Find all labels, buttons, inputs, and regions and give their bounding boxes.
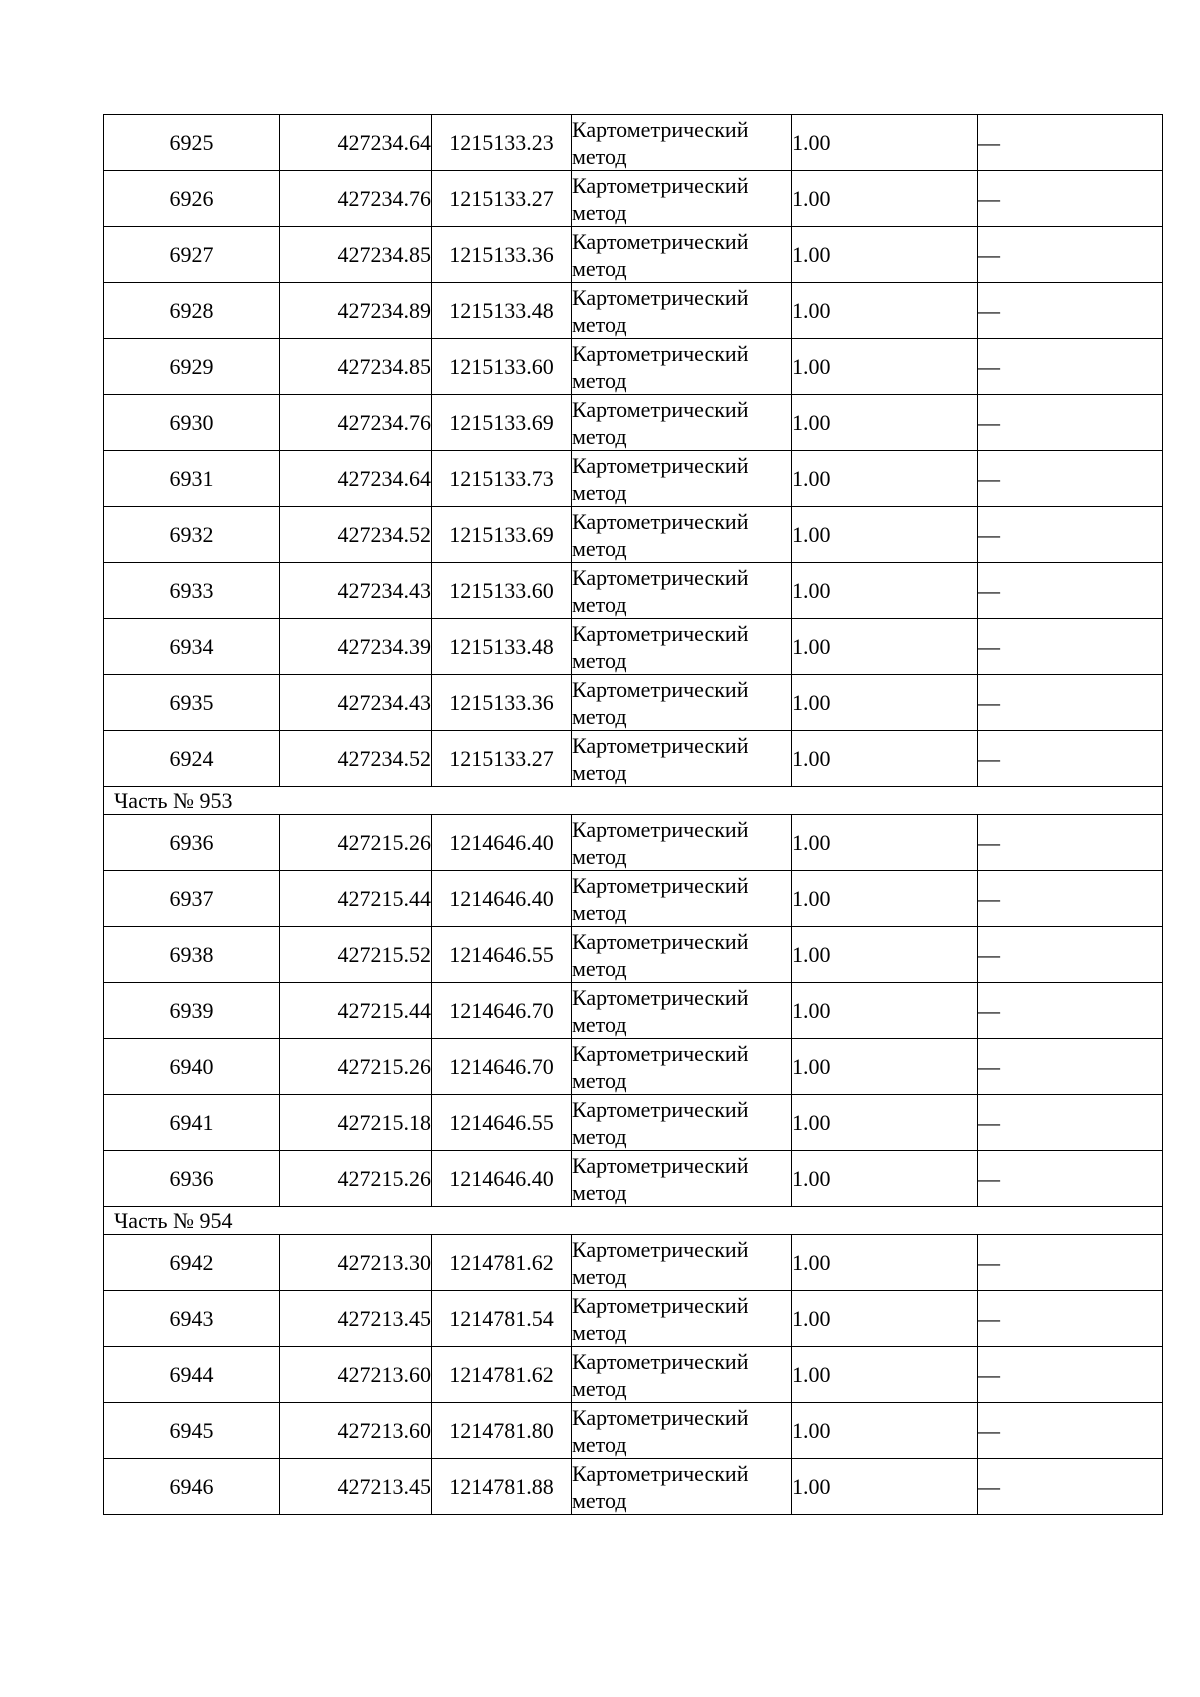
- y-coordinate-cell: 1215133.36: [432, 227, 572, 283]
- point-number-cell: 6933: [104, 563, 280, 619]
- note-cell: —: [978, 395, 1163, 451]
- method-cell: [572, 871, 792, 927]
- method-line: метод: [572, 1179, 627, 1205]
- point-number-cell: 6932: [104, 507, 280, 563]
- method-line: метод: [572, 1487, 627, 1513]
- point-number-cell: 6928: [104, 283, 280, 339]
- method-line: метод: [572, 843, 627, 869]
- method-line: метод: [572, 311, 627, 337]
- section-header-row: [104, 787, 1163, 815]
- point-number-cell: 6930: [104, 395, 280, 451]
- note-cell: —: [978, 927, 1163, 983]
- y-coordinate-cell: 1214646.70: [432, 983, 572, 1039]
- point-number-cell: 6929: [104, 339, 280, 395]
- table-row: [104, 1151, 1163, 1207]
- precision-cell: 1.00: [792, 171, 978, 227]
- y-coordinate-cell: 1215133.36: [432, 675, 572, 731]
- x-coordinate-cell: 427234.85: [280, 227, 432, 283]
- note-cell: —: [978, 451, 1163, 507]
- x-coordinate-cell: 427215.18: [280, 1095, 432, 1151]
- note-cell: —: [978, 815, 1163, 871]
- method-line: Картометрический: [572, 564, 749, 590]
- x-coordinate-cell: 427234.39: [280, 619, 432, 675]
- method-line: метод: [572, 759, 627, 785]
- coordinates-table-body: [104, 115, 1163, 1515]
- method-line: Картометрический: [572, 928, 749, 954]
- note-cell: —: [978, 1347, 1163, 1403]
- precision-cell: 1.00: [792, 115, 978, 171]
- table-row: [104, 815, 1163, 871]
- table-row: [104, 115, 1163, 171]
- y-coordinate-cell: 1214646.70: [432, 1039, 572, 1095]
- note-cell: —: [978, 563, 1163, 619]
- note-cell: —: [978, 283, 1163, 339]
- point-number-cell: 6927: [104, 227, 280, 283]
- point-number-cell: 6936: [104, 815, 280, 871]
- note-cell: —: [978, 1235, 1163, 1291]
- method-line: Картометрический: [572, 1460, 749, 1486]
- precision-cell: 1.00: [792, 1151, 978, 1207]
- x-coordinate-cell: 427234.43: [280, 563, 432, 619]
- point-number-cell: 6945: [104, 1403, 280, 1459]
- method-cell: [572, 1235, 792, 1291]
- y-coordinate-cell: 1214646.40: [432, 815, 572, 871]
- method-line: Картометрический: [572, 452, 749, 478]
- method-cell: [572, 731, 792, 787]
- table-row: [104, 395, 1163, 451]
- y-coordinate-cell: 1214646.40: [432, 1151, 572, 1207]
- method-line: Картометрический: [572, 116, 749, 142]
- table-row: [104, 871, 1163, 927]
- x-coordinate-cell: 427234.85: [280, 339, 432, 395]
- table-row: [104, 1095, 1163, 1151]
- y-coordinate-cell: 1215133.73: [432, 451, 572, 507]
- x-coordinate-cell: 427215.44: [280, 871, 432, 927]
- method-line: метод: [572, 899, 627, 925]
- note-cell: —: [978, 507, 1163, 563]
- method-line: Картометрический: [572, 620, 749, 646]
- point-number-cell: 6942: [104, 1235, 280, 1291]
- table-row: [104, 1039, 1163, 1095]
- coordinates-table: [103, 114, 1163, 1515]
- y-coordinate-cell: 1215133.27: [432, 731, 572, 787]
- x-coordinate-cell: 427234.64: [280, 451, 432, 507]
- x-coordinate-cell: 427213.60: [280, 1403, 432, 1459]
- method-line: метод: [572, 423, 627, 449]
- method-line: метод: [572, 591, 627, 617]
- table-row: [104, 1459, 1163, 1515]
- point-number-cell: 6946: [104, 1459, 280, 1515]
- point-number-cell: 6924: [104, 731, 280, 787]
- y-coordinate-cell: 1215133.69: [432, 507, 572, 563]
- point-number-cell: 6938: [104, 927, 280, 983]
- x-coordinate-cell: 427215.26: [280, 1039, 432, 1095]
- point-number-cell: 6943: [104, 1291, 280, 1347]
- x-coordinate-cell: 427213.45: [280, 1291, 432, 1347]
- note-cell: —: [978, 1151, 1163, 1207]
- x-coordinate-cell: 427234.43: [280, 675, 432, 731]
- method-cell: [572, 507, 792, 563]
- y-coordinate-cell: 1215133.48: [432, 283, 572, 339]
- point-number-cell: 6940: [104, 1039, 280, 1095]
- method-line: метод: [572, 1067, 627, 1093]
- method-line: Картометрический: [572, 284, 749, 310]
- method-line: метод: [572, 199, 627, 225]
- precision-cell: 1.00: [792, 1235, 978, 1291]
- method-cell: [572, 927, 792, 983]
- y-coordinate-cell: 1214781.54: [432, 1291, 572, 1347]
- y-coordinate-cell: 1215133.60: [432, 339, 572, 395]
- y-coordinate-cell: 1214781.62: [432, 1235, 572, 1291]
- y-coordinate-cell: 1214646.40: [432, 871, 572, 927]
- method-cell: [572, 1151, 792, 1207]
- precision-cell: 1.00: [792, 339, 978, 395]
- method-line: метод: [572, 1263, 627, 1289]
- table-row: [104, 1403, 1163, 1459]
- y-coordinate-cell: 1215133.60: [432, 563, 572, 619]
- table-row: [104, 1235, 1163, 1291]
- method-line: Картометрический: [572, 872, 749, 898]
- note-cell: —: [978, 675, 1163, 731]
- precision-cell: 1.00: [792, 983, 978, 1039]
- y-coordinate-cell: 1214646.55: [432, 1095, 572, 1151]
- method-cell: [572, 1095, 792, 1151]
- note-cell: —: [978, 339, 1163, 395]
- table-row: [104, 1291, 1163, 1347]
- x-coordinate-cell: 427213.30: [280, 1235, 432, 1291]
- x-coordinate-cell: 427215.26: [280, 815, 432, 871]
- method-line: метод: [572, 1375, 627, 1401]
- table-row: [104, 339, 1163, 395]
- method-line: Картометрический: [572, 816, 749, 842]
- method-cell: [572, 115, 792, 171]
- note-cell: —: [978, 1039, 1163, 1095]
- precision-cell: 1.00: [792, 283, 978, 339]
- table-row: [104, 563, 1163, 619]
- note-cell: —: [978, 171, 1163, 227]
- method-line: метод: [572, 647, 627, 673]
- table-row: [104, 227, 1163, 283]
- x-coordinate-cell: 427213.60: [280, 1347, 432, 1403]
- method-cell: [572, 619, 792, 675]
- table-row: [104, 675, 1163, 731]
- y-coordinate-cell: 1215133.69: [432, 395, 572, 451]
- x-coordinate-cell: 427234.76: [280, 395, 432, 451]
- method-line: метод: [572, 143, 627, 169]
- x-coordinate-cell: 427213.45: [280, 1459, 432, 1515]
- precision-cell: 1.00: [792, 731, 978, 787]
- x-coordinate-cell: 427234.52: [280, 731, 432, 787]
- note-cell: —: [978, 115, 1163, 171]
- section-title: Часть № 954: [104, 1207, 1163, 1235]
- point-number-cell: 6926: [104, 171, 280, 227]
- precision-cell: 1.00: [792, 227, 978, 283]
- method-cell: [572, 283, 792, 339]
- table-row: [104, 451, 1163, 507]
- section-header-row: [104, 1207, 1163, 1235]
- method-line: Картометрический: [572, 228, 749, 254]
- precision-cell: 1.00: [792, 395, 978, 451]
- y-coordinate-cell: 1215133.48: [432, 619, 572, 675]
- method-line: метод: [572, 535, 627, 561]
- method-cell: [572, 227, 792, 283]
- x-coordinate-cell: 427234.52: [280, 507, 432, 563]
- method-cell: [572, 563, 792, 619]
- precision-cell: 1.00: [792, 1347, 978, 1403]
- precision-cell: 1.00: [792, 1095, 978, 1151]
- method-line: метод: [572, 955, 627, 981]
- precision-cell: 1.00: [792, 563, 978, 619]
- method-cell: [572, 395, 792, 451]
- method-line: метод: [572, 255, 627, 281]
- method-line: Картометрический: [572, 1096, 749, 1122]
- method-cell: [572, 1039, 792, 1095]
- method-cell: [572, 1347, 792, 1403]
- y-coordinate-cell: 1215133.27: [432, 171, 572, 227]
- method-line: Картометрический: [572, 396, 749, 422]
- method-cell: [572, 451, 792, 507]
- point-number-cell: 6925: [104, 115, 280, 171]
- point-number-cell: 6931: [104, 451, 280, 507]
- precision-cell: 1.00: [792, 451, 978, 507]
- y-coordinate-cell: 1214781.62: [432, 1347, 572, 1403]
- table-row: [104, 731, 1163, 787]
- table-row: [104, 619, 1163, 675]
- point-number-cell: 6939: [104, 983, 280, 1039]
- point-number-cell: 6941: [104, 1095, 280, 1151]
- method-line: метод: [572, 367, 627, 393]
- table-row: [104, 507, 1163, 563]
- method-cell: [572, 675, 792, 731]
- x-coordinate-cell: 427234.64: [280, 115, 432, 171]
- precision-cell: 1.00: [792, 1459, 978, 1515]
- method-line: Картометрический: [572, 1236, 749, 1262]
- method-cell: [572, 983, 792, 1039]
- table-row: [104, 927, 1163, 983]
- section-title: Часть № 953: [104, 787, 1163, 815]
- x-coordinate-cell: 427215.26: [280, 1151, 432, 1207]
- point-number-cell: 6935: [104, 675, 280, 731]
- point-number-cell: 6937: [104, 871, 280, 927]
- method-line: метод: [572, 1123, 627, 1149]
- precision-cell: 1.00: [792, 675, 978, 731]
- x-coordinate-cell: 427215.52: [280, 927, 432, 983]
- method-line: Картометрический: [572, 1292, 749, 1318]
- table-row: [104, 983, 1163, 1039]
- method-cell: [572, 1403, 792, 1459]
- precision-cell: 1.00: [792, 1403, 978, 1459]
- y-coordinate-cell: 1214646.55: [432, 927, 572, 983]
- method-line: метод: [572, 1319, 627, 1345]
- method-cell: [572, 1291, 792, 1347]
- method-line: метод: [572, 479, 627, 505]
- y-coordinate-cell: 1214781.80: [432, 1403, 572, 1459]
- note-cell: —: [978, 1095, 1163, 1151]
- point-number-cell: 6934: [104, 619, 280, 675]
- method-line: Картометрический: [572, 676, 749, 702]
- point-number-cell: 6944: [104, 1347, 280, 1403]
- method-line: Картометрический: [572, 1152, 749, 1178]
- note-cell: —: [978, 1459, 1163, 1515]
- table-row: [104, 283, 1163, 339]
- method-line: Картометрический: [572, 508, 749, 534]
- method-line: Картометрический: [572, 340, 749, 366]
- method-line: Картометрический: [572, 732, 749, 758]
- method-cell: [572, 339, 792, 395]
- table-row: [104, 171, 1163, 227]
- method-line: Картометрический: [572, 1348, 749, 1374]
- method-line: Картометрический: [572, 1040, 749, 1066]
- note-cell: —: [978, 871, 1163, 927]
- note-cell: —: [978, 619, 1163, 675]
- precision-cell: 1.00: [792, 815, 978, 871]
- method-line: метод: [572, 1011, 627, 1037]
- method-line: метод: [572, 703, 627, 729]
- method-line: метод: [572, 1431, 627, 1457]
- point-number-cell: 6936: [104, 1151, 280, 1207]
- table-row: [104, 1347, 1163, 1403]
- precision-cell: 1.00: [792, 619, 978, 675]
- precision-cell: 1.00: [792, 1291, 978, 1347]
- note-cell: —: [978, 1403, 1163, 1459]
- method-line: Картометрический: [572, 984, 749, 1010]
- x-coordinate-cell: 427215.44: [280, 983, 432, 1039]
- y-coordinate-cell: 1214781.88: [432, 1459, 572, 1515]
- method-line: Картометрический: [572, 1404, 749, 1430]
- precision-cell: 1.00: [792, 871, 978, 927]
- precision-cell: 1.00: [792, 507, 978, 563]
- note-cell: —: [978, 731, 1163, 787]
- note-cell: —: [978, 983, 1163, 1039]
- method-cell: [572, 815, 792, 871]
- precision-cell: 1.00: [792, 1039, 978, 1095]
- y-coordinate-cell: 1215133.23: [432, 115, 572, 171]
- note-cell: —: [978, 1291, 1163, 1347]
- x-coordinate-cell: 427234.89: [280, 283, 432, 339]
- note-cell: —: [978, 227, 1163, 283]
- method-cell: [572, 1459, 792, 1515]
- method-line: Картометрический: [572, 172, 749, 198]
- x-coordinate-cell: 427234.76: [280, 171, 432, 227]
- precision-cell: 1.00: [792, 927, 978, 983]
- method-cell: [572, 171, 792, 227]
